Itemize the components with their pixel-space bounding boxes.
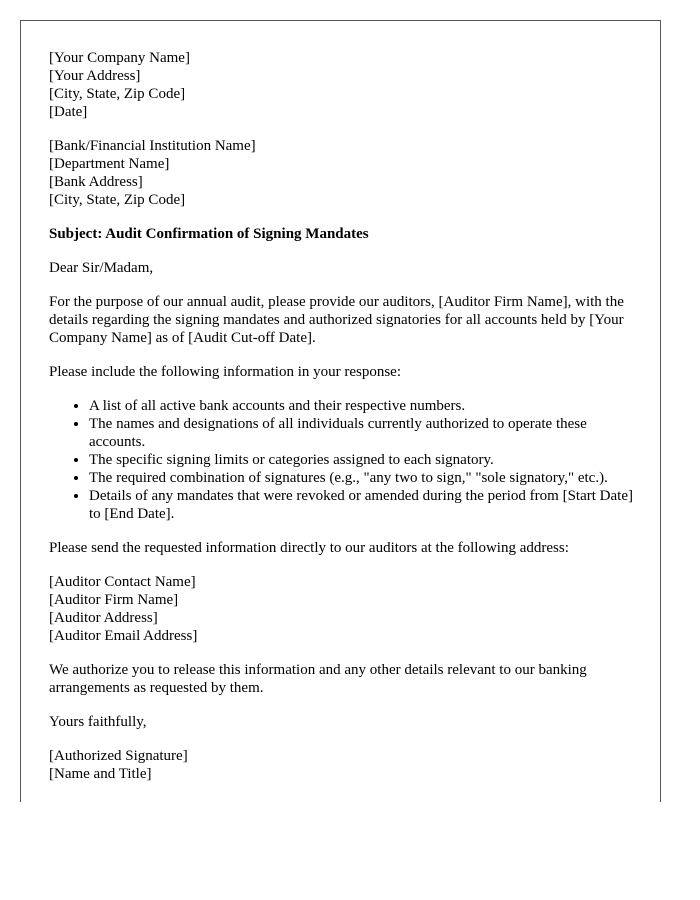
list-item: • The names and designations of all individuals currently authorized to operate these accounts.	[89, 415, 639, 451]
list-item: • A list of all active bank accounts and their respective numbers.	[89, 397, 639, 415]
recipient-department: [Department Name]	[49, 156, 170, 172]
signatory-name-title: [Name and Title]	[49, 766, 152, 782]
auditor-firm-name: [Auditor Firm Name]	[49, 592, 179, 608]
salutation: Dear Sir/Madam,	[49, 260, 154, 276]
closing: Yours faithfully,	[49, 714, 147, 730]
sender-company-name: [Your Company Name]	[49, 50, 190, 66]
recipient-address-block	[49, 137, 639, 209]
sender-address: [Your Address]	[49, 68, 141, 84]
sender-address-block	[49, 49, 639, 121]
list-item: • Details of any mandates that were revoked or amended during the period from [Start Date] to [End Date].	[89, 487, 639, 523]
letter-subject: Subject: Audit Confirmation of Signing Mandates	[49, 226, 369, 242]
signature-line: [Authorized Signature]	[49, 748, 188, 764]
recipient-city-state-zip: [City, State, Zip Code]	[49, 192, 186, 208]
auditor-address-block	[49, 573, 639, 645]
signature-block	[49, 747, 639, 783]
intro-paragraph: For the purpose of our annual audit, please provide our auditors, [Auditor Firm Name], with the details regarding the signing mandates and authorized signatories for all accounts held by [Your Company Name] as of [Audit Cut-off Date].	[49, 294, 624, 346]
letter-page	[20, 20, 661, 802]
recipient-bank-name: [Bank/Financial Institution Name]	[49, 138, 256, 154]
recipient-address: [Bank Address]	[49, 174, 143, 190]
letter-body	[49, 49, 639, 799]
include-paragraph: Please include the following information in your response:	[49, 364, 402, 380]
auditor-email: [Auditor Email Address]	[49, 628, 198, 644]
send-paragraph: Please send the requested information directly to our auditors at the following address:	[49, 540, 569, 556]
authorize-paragraph: We authorize you to release this information and any other details relevant to our banking arrangements as requested by them.	[49, 662, 587, 696]
list-item: • The required combination of signatures (e.g., "any two to sign," "sole signatory," etc.).	[89, 469, 639, 487]
list-item: • The specific signing limits or categories assigned to each signatory.	[89, 451, 639, 469]
sender-city-state-zip: [City, State, Zip Code]	[49, 86, 186, 102]
auditor-address: [Auditor Address]	[49, 610, 158, 626]
auditor-contact-name: [Auditor Contact Name]	[49, 574, 196, 590]
requested-items-list	[49, 397, 639, 523]
letter-date: [Date]	[49, 104, 88, 120]
